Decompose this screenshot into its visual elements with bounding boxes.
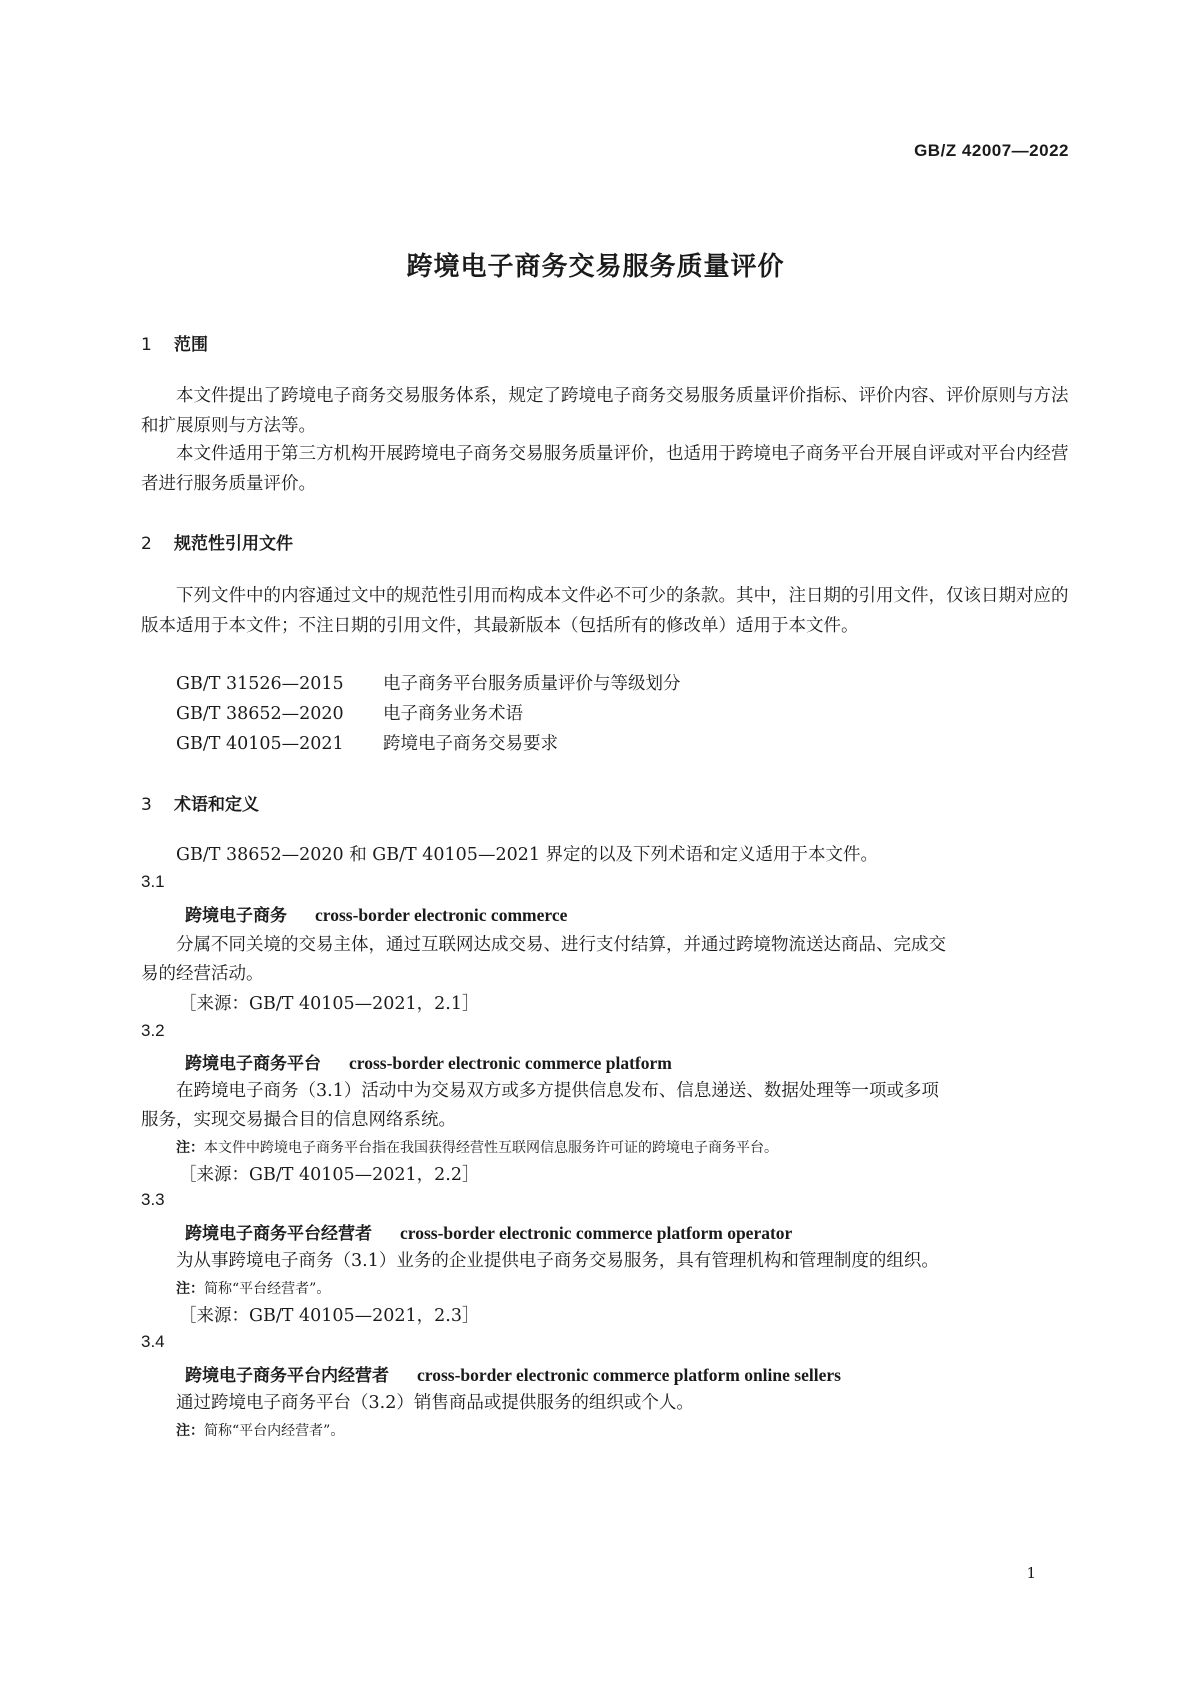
term-chinese: 跨境电子商务 — [185, 906, 287, 926]
reference-title: 电子商务业务术语 — [383, 704, 523, 724]
note-text: 简称“平台内经营者”。 — [204, 1423, 345, 1439]
section-3-heading — [141, 790, 259, 815]
term-number: 3.4 — [141, 1332, 165, 1351]
term-entry — [185, 901, 567, 926]
term-definition: 分属不同关境的交易主体，通过互联网达成交易、进行支付结算，并通过跨境物流送达商品、完成交 — [176, 935, 946, 955]
reference-code: GB/T 38652—2020 — [176, 704, 344, 724]
term-number: 3.1 — [141, 872, 165, 891]
note-text: 简称“平台经营者”。 — [204, 1281, 331, 1297]
term-note — [176, 1137, 778, 1157]
term-entry — [185, 1219, 792, 1244]
term-definition: 服务，实现交易撮合目的信息网络系统。 — [141, 1110, 456, 1130]
term-definition: 在跨境电子商务（3.1）活动中为交易双方或多方提供信息发布、信息递送、数据处理等一项或多项 — [176, 1081, 939, 1101]
section-title: 规范性引用文件 — [174, 534, 293, 554]
term-entry — [185, 1361, 841, 1386]
term-number: 3.2 — [141, 1021, 165, 1040]
section-3-intro: GB/T 38652—2020 和 GB/T 40105—2021 界定的以及下列术语和定义适用于本文件。 — [176, 845, 879, 865]
note-label: 注： — [176, 1423, 204, 1439]
reference-title: 电子商务平台服务质量评价与等级划分 — [383, 674, 681, 694]
section-number: 2 — [141, 534, 152, 554]
term-english: cross-border electronic commerce platform online sellers — [417, 1365, 841, 1385]
section-2-paragraph: 下列文件中的内容通过文中的规范性引用而构成本文件必不可少的条款。其中，注日期的引用文件，仅该日期对应的版本适用于本文件；不注日期的引用文件，其最新版本（包括所有的修改单）适用于本文件。 — [141, 586, 1069, 636]
note-text: 本文件中跨境电子商务平台指在我国获得经营性互联网信息服务许可证的跨境电子商务平台。 — [204, 1140, 778, 1156]
term-definition: 为从事跨境电子商务（3.1）业务的企业提供电子商务交易服务，具有管理机构和管理制度的组织。 — [176, 1251, 939, 1271]
term-english: cross-border electronic commerce platform operator — [400, 1223, 793, 1243]
term-source: ［来源：GB/T 40105—2021，2.2］ — [179, 1165, 480, 1185]
term-entry — [185, 1049, 672, 1074]
term-source: ［来源：GB/T 40105—2021，2.1］ — [179, 994, 480, 1014]
section-title: 范围 — [174, 335, 208, 355]
term-note — [176, 1278, 330, 1298]
section-1-paragraph-2: 本文件适用于第三方机构开展跨境电子商务交易服务质量评价，也适用于跨境电子商务平台开展自评或对平台内经营者进行服务质量评价。 — [141, 444, 1069, 494]
normative-reference — [176, 670, 681, 695]
section-1-heading — [141, 330, 208, 355]
section-number: 1 — [141, 335, 152, 355]
term-definition: 易的经营活动。 — [141, 964, 264, 984]
term-chinese: 跨境电子商务平台 — [185, 1054, 321, 1074]
term-definition: 通过跨境电子商务平台（3.2）销售商品或提供服务的组织或个人。 — [176, 1393, 694, 1413]
term-note — [176, 1420, 344, 1440]
document-title: 跨境电子商务交易服务质量评价 — [406, 252, 785, 282]
section-2-heading — [141, 529, 293, 554]
term-source: ［来源：GB/T 40105—2021，2.3］ — [179, 1306, 480, 1326]
section-title: 术语和定义 — [174, 795, 259, 815]
term-chinese: 跨境电子商务平台经营者 — [185, 1224, 372, 1244]
page-number: 1 — [1026, 1564, 1036, 1582]
note-label: 注： — [176, 1281, 204, 1297]
term-english: cross-border electronic commerce — [315, 905, 568, 925]
reference-title: 跨境电子商务交易要求 — [383, 734, 558, 754]
reference-code: GB/T 40105—2021 — [176, 734, 344, 754]
normative-reference — [176, 700, 523, 725]
standard-code: GB/Z 42007—2022 — [914, 141, 1069, 160]
normative-reference — [176, 730, 558, 755]
term-number: 3.3 — [141, 1190, 165, 1209]
note-label: 注： — [176, 1140, 204, 1156]
section-1-paragraph-1: 本文件提出了跨境电子商务交易服务体系，规定了跨境电子商务交易服务质量评价指标、评价内容、评价原则与方法和扩展原则与方法等。 — [141, 386, 1069, 436]
section-number: 3 — [141, 795, 152, 815]
term-english: cross-border electronic commerce platform — [349, 1053, 672, 1073]
reference-code: GB/T 31526—2015 — [176, 674, 344, 694]
term-chinese: 跨境电子商务平台内经营者 — [185, 1366, 389, 1386]
